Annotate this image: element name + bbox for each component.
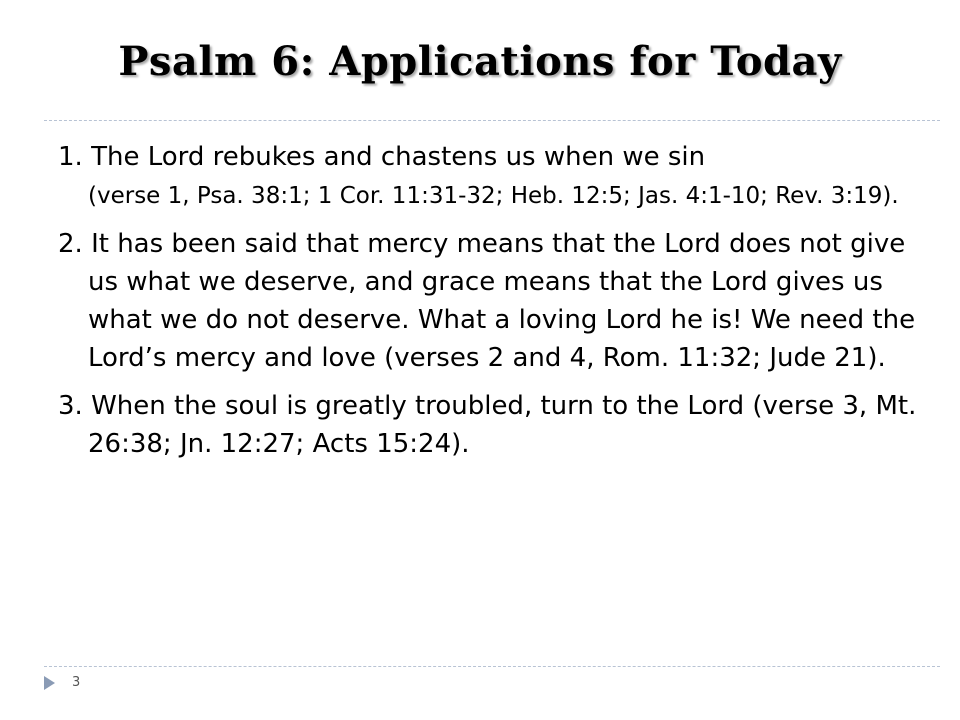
point-3-number: 3. bbox=[58, 391, 83, 421]
point-2-number: 2. bbox=[58, 229, 83, 259]
point-1 bbox=[58, 138, 918, 215]
point-1-rest: (verse 1, Psa. 38:1; 1 Cor. 11:31-32; Heb. 12:5; Jas. 4:1-10; Rev. 3:19). bbox=[88, 183, 899, 209]
top-divider bbox=[44, 120, 940, 121]
point-2 bbox=[58, 225, 918, 377]
point-1-number: 1. bbox=[58, 142, 83, 172]
slide-title: Psalm 6: Applications for Today bbox=[118, 38, 842, 85]
slide-content bbox=[58, 138, 918, 473]
point-3-text: When the soul is greatly troubled, turn to the Lord (verse 3, Mt. 26:38; Jn. 12:27; Acts 15:24). bbox=[88, 391, 917, 459]
point-1-lead: The Lord rebukes and chastens us when we sin bbox=[91, 142, 706, 172]
point-3 bbox=[58, 387, 918, 463]
bottom-divider bbox=[44, 666, 940, 667]
page-number: 3 bbox=[72, 675, 81, 690]
point-2-text: It has been said that mercy means that the Lord does not give us what we deserve, and grace means that the Lord gives us what we do not deserve. What a loving Lord he is! We need the Lord’s mercy and love (verses 2 and 4, Rom. 11:32; Jude 21). bbox=[88, 229, 916, 373]
triangle-bullet-icon bbox=[44, 676, 55, 690]
